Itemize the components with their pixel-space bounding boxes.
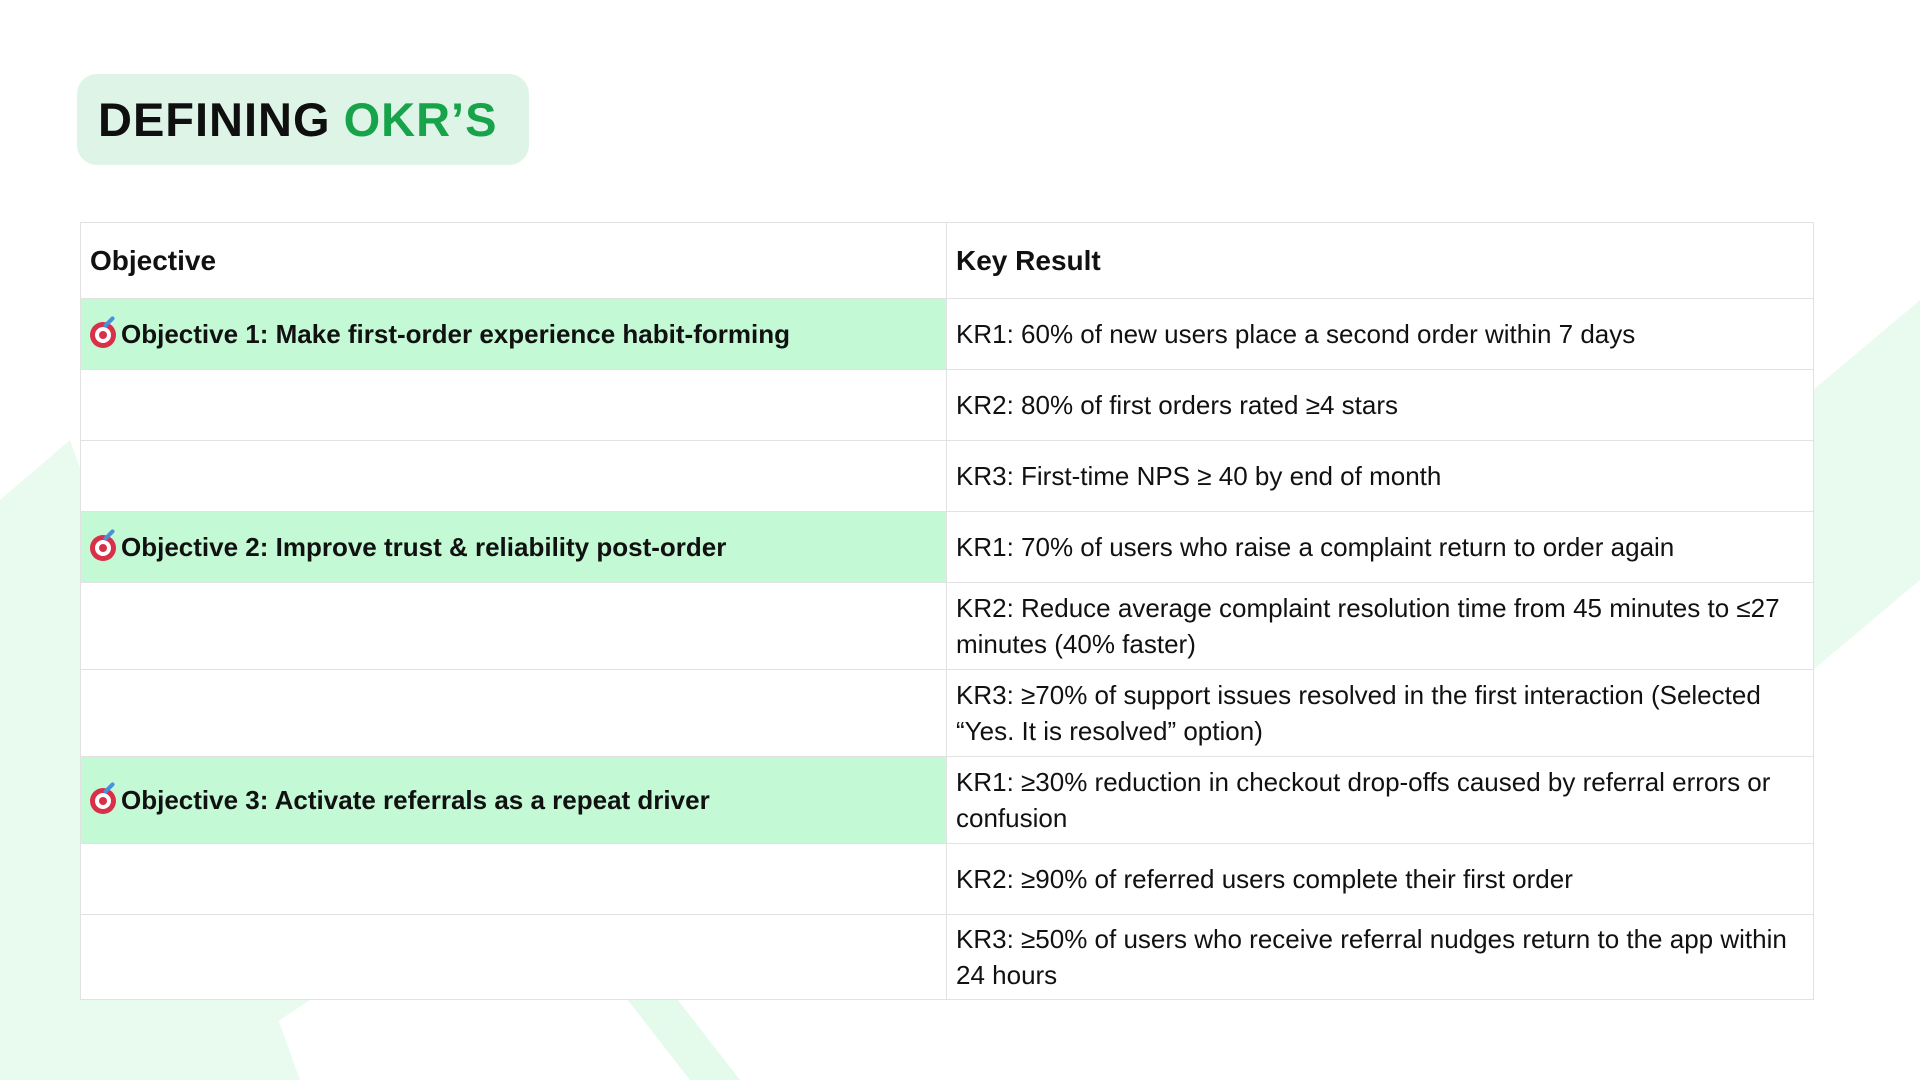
objective-cell xyxy=(81,299,947,370)
objective-cell xyxy=(81,844,947,915)
table-row xyxy=(81,844,1814,915)
target-icon xyxy=(90,535,116,561)
table-row xyxy=(81,757,1814,844)
table-row xyxy=(81,441,1814,512)
table-row xyxy=(81,512,1814,583)
key-result-cell: KR3: ≥70% of support issues resolved in the first interaction (Selected “Yes. It is resolved” option) xyxy=(947,670,1814,757)
key-result-cell: KR1: ≥30% reduction in checkout drop-offs caused by referral errors or confusion xyxy=(947,757,1814,844)
objective-cell xyxy=(81,441,947,512)
table-row xyxy=(81,370,1814,441)
bg-shape-bottom-stripe xyxy=(620,990,740,1080)
key-result-cell: KR3: ≥50% of users who receive referral nudges return to the app within 24 hours xyxy=(947,915,1814,1000)
title-part-okrs: OKR’S xyxy=(343,93,498,146)
objective-label: Objective 2: Improve trust & reliability post-order xyxy=(121,532,727,562)
target-icon xyxy=(90,322,116,348)
objective-cell xyxy=(81,915,947,1000)
objective-cell xyxy=(81,670,947,757)
table-row xyxy=(81,299,1814,370)
table-row xyxy=(81,670,1814,757)
table-row xyxy=(81,583,1814,670)
key-result-cell: KR1: 70% of users who raise a complaint return to order again xyxy=(947,512,1814,583)
key-result-cell: KR1: 60% of new users place a second order within 7 days xyxy=(947,299,1814,370)
header-objective: Objective xyxy=(81,223,947,299)
key-result-cell: KR2: Reduce average complaint resolution time from 45 minutes to ≤27 minutes (40% faster) xyxy=(947,583,1814,670)
objective-cell xyxy=(81,583,947,670)
key-result-cell: KR2: ≥90% of referred users complete their first order xyxy=(947,844,1814,915)
title-part-defining: DEFINING xyxy=(98,93,331,146)
okr-table xyxy=(80,222,1814,1000)
objective-cell xyxy=(81,512,947,583)
page-title xyxy=(77,74,529,165)
table-header-row xyxy=(81,223,1814,299)
key-result-cell: KR3: First-time NPS ≥ 40 by end of month xyxy=(947,441,1814,512)
header-key-result: Key Result xyxy=(947,223,1814,299)
bg-shape-right xyxy=(1813,300,1920,670)
objective-label: Objective 1: Make first-order experience habit-forming xyxy=(121,319,790,349)
target-icon xyxy=(90,788,116,814)
objective-cell xyxy=(81,370,947,441)
key-result-cell: KR2: 80% of first orders rated ≥4 stars xyxy=(947,370,1814,441)
table-row xyxy=(81,915,1814,1000)
objective-label: Objective 3: Activate referrals as a repeat driver xyxy=(121,785,710,815)
objective-cell xyxy=(81,757,947,844)
